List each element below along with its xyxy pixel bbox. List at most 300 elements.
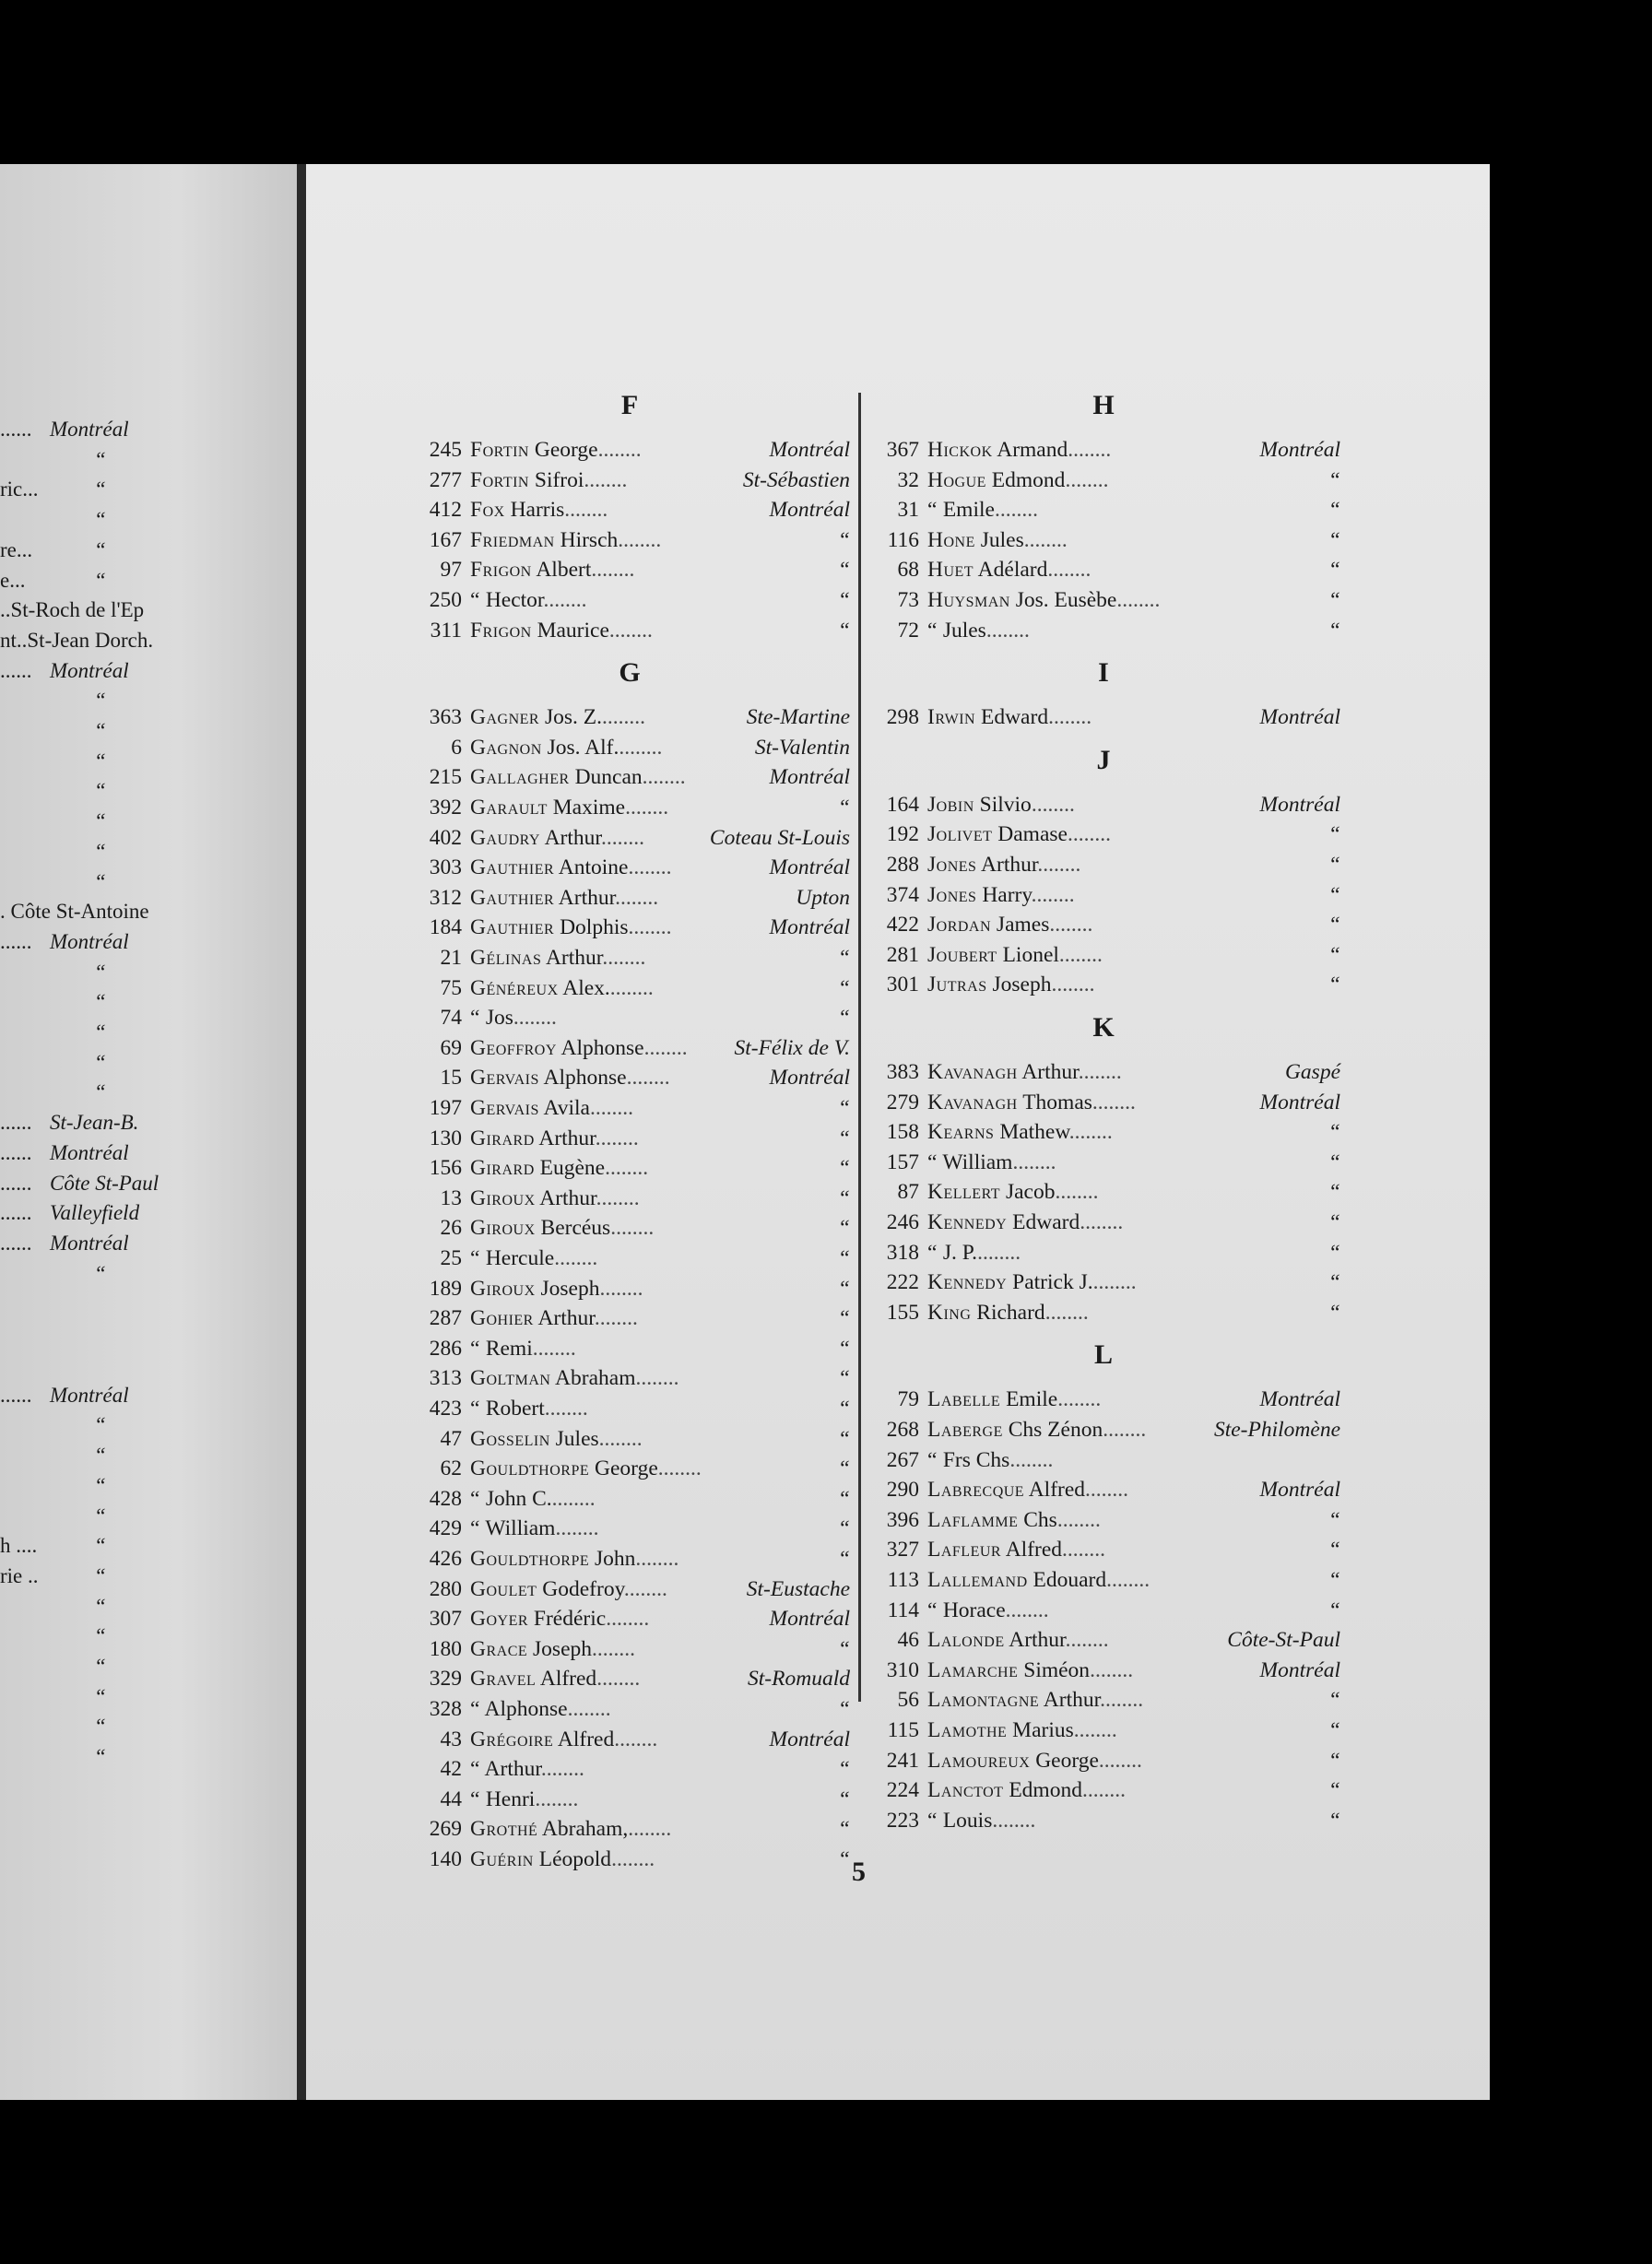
entry-surname: “ <box>927 618 938 643</box>
entry-name <box>470 883 658 913</box>
entry-number: 189 <box>429 1276 462 1301</box>
entry-name <box>470 1394 588 1423</box>
entry-number: 115 <box>887 1718 919 1742</box>
entry-place: “ <box>1328 853 1340 877</box>
leader-dots: ........ <box>1037 853 1081 877</box>
entry-given-name: Harry <box>982 882 1032 907</box>
directory-entry <box>409 1274 850 1303</box>
entry-name <box>470 823 644 853</box>
left-page-fragment <box>0 164 297 2100</box>
left-fragment-row <box>0 747 297 776</box>
entry-surname: Giroux <box>470 1216 536 1241</box>
entry-number: 396 <box>886 1507 919 1532</box>
entry-given-name: Arthur <box>538 1126 596 1150</box>
entry-surname: Jordan <box>927 913 992 937</box>
directory-entry <box>409 1754 850 1784</box>
entry-place: Coteau St-Louis <box>709 825 850 850</box>
entry-given-name: Edward <box>980 705 1049 730</box>
entry-surname: Gagner <box>470 705 540 730</box>
leader-dots: ........ <box>596 1667 641 1692</box>
entry-surname: “ <box>470 1516 480 1541</box>
leader-dots: ........ <box>619 735 663 760</box>
entry-number: 167 <box>429 527 462 552</box>
entry-place: “ <box>837 975 850 1000</box>
entry-name <box>927 1208 1123 1237</box>
left-fragment-text: nt..St-Jean Dorch. <box>0 628 154 652</box>
left-fragment-place: “ <box>94 839 106 863</box>
left-fragment-row <box>0 1169 297 1198</box>
entry-given-name: Jules <box>555 1426 599 1451</box>
entry-number: 250 <box>429 588 462 612</box>
directory-entry <box>867 1088 1340 1117</box>
entry-place: “ <box>837 1426 850 1451</box>
entry-surname: Laberge <box>927 1418 1003 1442</box>
entry-number: 328 <box>429 1697 462 1721</box>
leader-dots: ........ <box>602 705 645 730</box>
entry-surname: Huysman <box>927 588 1010 612</box>
entry-name <box>927 1656 1133 1685</box>
entry-given-name: Alphonse <box>543 1066 627 1091</box>
entry-place: St-Valentin <box>754 735 850 760</box>
directory-entry <box>409 1334 850 1363</box>
entry-surname: “ <box>927 1808 938 1833</box>
entry-place: “ <box>1328 1778 1340 1803</box>
entry-place: “ <box>837 1096 850 1120</box>
right-page <box>306 164 1490 2100</box>
entry-given-name: Arthur <box>537 1306 595 1331</box>
left-fragment-place: Montréal <box>50 1383 129 1407</box>
directory-entry <box>409 1153 850 1183</box>
entry-name <box>470 762 686 792</box>
entry-surname: “ <box>470 1757 480 1782</box>
entry-number: 113 <box>887 1568 919 1592</box>
entry-name <box>470 1153 648 1183</box>
left-fragment-text: h .... <box>0 1534 38 1558</box>
left-fragment-text: ...... <box>0 1201 32 1225</box>
directory-entry <box>409 1634 850 1664</box>
left-fragment-place: Montréal <box>50 418 129 441</box>
entry-place: Gaspé <box>1284 1060 1340 1084</box>
entry-surname: “ <box>927 1447 938 1472</box>
directory-entry <box>409 1424 850 1454</box>
entry-surname: King <box>927 1300 972 1325</box>
entry-place: Montréal <box>1259 1090 1340 1114</box>
entry-given-name: Louis <box>942 1808 993 1833</box>
left-fragment-place: “ <box>94 990 106 1014</box>
directory-entry <box>409 793 850 822</box>
entry-name <box>927 1746 1142 1775</box>
leader-dots: ........ <box>594 1306 638 1331</box>
directory-entry <box>867 1415 1340 1444</box>
leader-dots: ........ <box>1098 1748 1142 1773</box>
leader-dots: ........ <box>1056 1507 1101 1532</box>
entry-given-name: Jos <box>485 1006 513 1031</box>
entry-number: 192 <box>886 822 919 847</box>
leader-dots: ........ <box>1106 1568 1150 1592</box>
entry-surname: Grégoire <box>470 1727 554 1751</box>
left-fragment-text: ..St-Roch de l'Ep <box>0 598 145 622</box>
entry-name <box>927 616 1030 645</box>
entry-given-name: Patrick J. <box>1012 1270 1093 1295</box>
directory-entry <box>867 820 1340 849</box>
directory-entry <box>867 1656 1340 1685</box>
entry-surname: Gauthier <box>470 915 555 940</box>
entry-place: “ <box>1328 1688 1340 1713</box>
entry-surname: Kavanagh <box>927 1090 1018 1114</box>
entry-number: 374 <box>886 882 919 907</box>
entry-given-name: Siméon <box>1023 1657 1091 1682</box>
entry-given-name: Jules <box>980 527 1024 552</box>
entry-number: 426 <box>429 1547 462 1571</box>
entry-given-name: William <box>942 1150 1013 1174</box>
section-letter: H <box>1092 390 1115 420</box>
entry-number: 43 <box>440 1727 462 1751</box>
directory-entry <box>409 1574 850 1604</box>
entry-place: Montréal <box>769 1727 850 1751</box>
directory-entry <box>409 823 850 853</box>
entry-name <box>470 1754 584 1784</box>
entry-number: 75 <box>440 975 462 1000</box>
directory-entry <box>409 1093 850 1123</box>
entry-name <box>470 1454 702 1483</box>
entry-surname: Irwin <box>927 705 976 730</box>
left-fragment-place: “ <box>94 1050 106 1074</box>
entry-name <box>927 1238 1021 1268</box>
left-fragment-place: “ <box>94 779 106 803</box>
entry-name <box>470 853 672 882</box>
entry-given-name: Joseph <box>540 1276 600 1301</box>
entry-name <box>927 585 1160 615</box>
entry-given-name: Dolphis <box>560 915 629 940</box>
entry-place: St-Eustache <box>746 1576 850 1601</box>
entry-given-name: Marius <box>1012 1718 1074 1742</box>
directory-entry <box>409 555 850 584</box>
entry-number: 329 <box>429 1667 462 1692</box>
leader-dots: ........ <box>615 885 659 910</box>
entry-name <box>927 525 1068 555</box>
entry-place: “ <box>1328 973 1340 997</box>
entry-place: “ <box>1328 1748 1340 1773</box>
left-fragment-place: “ <box>94 719 106 742</box>
entry-given-name: Richard <box>976 1300 1045 1325</box>
entry-name <box>470 1093 633 1123</box>
entry-given-name: Thomas <box>1022 1090 1092 1114</box>
leader-dots: ........ <box>1090 1657 1134 1682</box>
entry-name <box>927 1775 1126 1805</box>
left-fragment-row <box>0 1742 297 1772</box>
left-fragment-place: “ <box>94 568 106 592</box>
leader-dots: ........ <box>1065 1628 1109 1653</box>
entry-given-name: Eugène <box>539 1156 606 1181</box>
entry-name <box>927 790 1075 820</box>
entry-place: “ <box>837 1336 850 1361</box>
entry-place: “ <box>1328 882 1340 907</box>
entry-surname: Lamoureux <box>927 1748 1031 1773</box>
leader-dots: ........ <box>1067 822 1111 847</box>
directory-entry <box>409 585 850 615</box>
entry-name <box>927 1716 1117 1745</box>
entry-given-name: Arthur <box>544 825 601 850</box>
left-fragment-text: ...... <box>0 1231 32 1255</box>
left-fragment-row <box>0 1410 297 1440</box>
entry-surname: Kavanagh <box>927 1060 1018 1084</box>
entry-place: Montréal <box>769 765 850 790</box>
directory-entry <box>867 1596 1340 1625</box>
entry-surname: Lalonde <box>927 1628 1005 1653</box>
entry-place: Montréal <box>1259 1657 1340 1682</box>
left-fragment-place: “ <box>94 1080 106 1104</box>
entry-given-name: Joseph <box>533 1636 593 1661</box>
entry-number: 25 <box>440 1246 462 1270</box>
entry-surname: Jutras <box>927 973 987 997</box>
entry-number: 277 <box>429 467 462 492</box>
left-fragment-place: “ <box>94 1624 106 1648</box>
entry-place: “ <box>1328 1538 1340 1562</box>
directory-entry <box>409 1124 850 1153</box>
entry-place: “ <box>837 588 850 612</box>
entry-name <box>470 1063 670 1092</box>
leader-dots: ........ <box>540 1757 584 1782</box>
entry-number: 402 <box>429 825 462 850</box>
entry-place: “ <box>837 1246 850 1270</box>
directory-entry <box>867 1208 1340 1237</box>
entry-surname: Kennedy <box>927 1270 1008 1295</box>
entry-surname: “ <box>470 588 480 612</box>
leader-dots: ........ <box>994 498 1038 523</box>
leader-dots: ........ <box>1092 1090 1136 1114</box>
entry-surname: Guérin <box>470 1847 534 1871</box>
entry-name <box>927 940 1103 970</box>
leader-dots: ........ <box>1116 588 1161 612</box>
entry-name <box>470 702 645 732</box>
entry-surname: Giroux <box>470 1276 536 1301</box>
left-fragment-row <box>0 1108 297 1138</box>
directory-entry <box>409 973 850 1003</box>
entry-name <box>470 1664 640 1693</box>
entry-number: 312 <box>429 885 462 910</box>
leader-dots: ........ <box>589 1096 633 1120</box>
directory-entry <box>867 702 1340 732</box>
directory-entry <box>409 1814 850 1844</box>
entry-number: 303 <box>429 855 462 880</box>
entry-name <box>470 943 645 973</box>
entry-surname: Gélinas <box>470 946 542 970</box>
left-fragment-row <box>0 445 297 475</box>
directory-entry <box>409 943 850 973</box>
entry-given-name: Avila <box>543 1096 590 1120</box>
directory-entry <box>867 880 1340 910</box>
entry-name <box>927 466 1108 495</box>
entry-given-name: Remi <box>485 1336 533 1361</box>
entry-place: “ <box>1328 822 1340 847</box>
entry-number: 268 <box>886 1418 919 1442</box>
entry-name <box>470 1334 576 1363</box>
entry-number: 157 <box>886 1150 919 1174</box>
entry-place: “ <box>837 1486 850 1511</box>
entry-surname: “ <box>927 1150 938 1174</box>
left-fragment-text: ...... <box>0 1171 32 1195</box>
entry-surname: Gosselin <box>470 1426 550 1451</box>
entry-name <box>927 1806 1035 1835</box>
section-letter: J <box>1096 744 1111 775</box>
entry-name <box>470 495 608 525</box>
entry-given-name: Duncan <box>574 765 643 790</box>
directory-entry <box>409 1454 850 1483</box>
leader-dots: ........ <box>643 1035 688 1060</box>
leader-dots: ........ <box>1085 1478 1129 1503</box>
entry-number: 184 <box>429 915 462 940</box>
left-fragment-row <box>0 1320 297 1350</box>
entry-name <box>927 1148 1056 1177</box>
leader-dots: ........ <box>1055 1180 1099 1205</box>
entry-surname: Jolivet <box>927 822 993 847</box>
entry-given-name: Arthur <box>539 1185 596 1210</box>
directory-entry <box>867 1268 1340 1297</box>
directory-entry <box>867 970 1340 999</box>
directory-entry <box>409 1484 850 1514</box>
entry-given-name: Jacob <box>1005 1180 1056 1205</box>
leader-dots: ........ <box>513 1006 557 1031</box>
entry-name <box>470 1003 557 1032</box>
entry-given-name: Adélard <box>977 558 1048 583</box>
directory-entry <box>867 1775 1340 1805</box>
entry-number: 13 <box>440 1185 462 1210</box>
entry-number: 422 <box>886 913 919 937</box>
leader-dots: ........ <box>592 1636 636 1661</box>
left-fragment-place: “ <box>94 447 106 471</box>
entry-place: Montréal <box>1259 438 1340 462</box>
entry-given-name: Antoine <box>558 855 629 880</box>
leader-dots: ........ <box>1073 1718 1117 1742</box>
directory-entry <box>867 435 1340 465</box>
directory-entry <box>409 762 850 792</box>
entry-given-name: Silvio <box>979 792 1032 817</box>
entry-surname: Fortin <box>470 438 529 462</box>
entry-number: 367 <box>886 438 919 462</box>
entry-given-name: James <box>996 913 1050 937</box>
left-fragment-place: “ <box>94 689 106 713</box>
entry-surname: Gervais <box>470 1066 539 1091</box>
entry-place: “ <box>1328 1240 1340 1265</box>
leader-dots: ........ <box>614 1727 658 1751</box>
entry-surname: Grothé <box>470 1817 538 1842</box>
entry-place: “ <box>1328 1568 1340 1592</box>
entry-number: 246 <box>886 1210 919 1234</box>
entry-given-name: Hector <box>485 588 544 612</box>
entry-place: “ <box>837 1397 850 1421</box>
directory-entry <box>409 1785 850 1814</box>
entry-number: 21 <box>440 946 462 970</box>
directory-entry <box>409 702 850 732</box>
section-letter: G <box>619 657 641 689</box>
entry-number: 281 <box>886 942 919 967</box>
left-fragment-row <box>0 1259 297 1289</box>
entry-name <box>927 702 1092 732</box>
entry-number: 313 <box>429 1366 462 1391</box>
entry-given-name: Emile <box>1006 1387 1058 1412</box>
entry-number: 26 <box>440 1216 462 1241</box>
entry-given-name: Edward <box>1012 1210 1080 1234</box>
entry-place: “ <box>837 946 850 970</box>
directory-entry <box>867 1716 1340 1745</box>
entry-place: “ <box>837 1456 850 1481</box>
directory-entry <box>867 790 1340 820</box>
entry-name <box>927 1177 1098 1207</box>
leader-dots: ........ <box>602 946 646 970</box>
entry-surname: Garault <box>470 796 548 820</box>
entry-name <box>470 585 586 615</box>
entry-surname: Jones <box>927 853 977 877</box>
entry-given-name: Chs Zénon <box>1008 1418 1103 1442</box>
entry-place: Montréal <box>1259 705 1340 730</box>
entry-given-name: Bercéus <box>540 1216 611 1241</box>
entry-place: Côte-St-Paul <box>1227 1628 1340 1653</box>
leader-dots: ........ <box>628 915 672 940</box>
entry-given-name: Abraham, <box>541 1817 629 1842</box>
entry-given-name: Albert <box>536 558 592 583</box>
leader-dots: ........ <box>1051 973 1095 997</box>
directory-entry <box>409 1845 850 1874</box>
entry-name <box>927 1505 1101 1535</box>
leader-dots: ........ <box>595 1126 639 1150</box>
entry-given-name: Alfred <box>1005 1538 1063 1562</box>
left-fragment-row <box>0 1198 297 1228</box>
left-fragment-row <box>0 505 297 535</box>
entry-place: “ <box>837 527 850 552</box>
entry-number: 318 <box>886 1240 919 1265</box>
entry-place: “ <box>1328 588 1340 612</box>
entry-place: “ <box>1328 1180 1340 1205</box>
entry-name <box>470 1814 671 1844</box>
left-fragment-row <box>0 1471 297 1501</box>
left-fragment-row <box>0 1502 297 1531</box>
directory-entry <box>409 1303 850 1333</box>
left-fragment-place: “ <box>94 1534 106 1558</box>
left-fragment-row <box>0 927 297 957</box>
entry-place: “ <box>1328 498 1340 523</box>
entry-given-name: Hercule <box>485 1246 555 1270</box>
leader-dots: ........ <box>618 527 662 552</box>
left-fragment-row <box>0 1652 297 1681</box>
entry-number: 6 <box>451 735 462 760</box>
directory-entry <box>867 1445 1340 1475</box>
left-fragment-row <box>0 1350 297 1380</box>
entry-number: 79 <box>897 1387 919 1412</box>
left-fragment-row <box>0 1592 297 1621</box>
left-fragment-place: Montréal <box>50 1231 129 1255</box>
left-fragment-text: ...... <box>0 658 32 682</box>
left-fragment-place: “ <box>94 1745 106 1769</box>
entry-place: St-Félix de V. <box>734 1035 850 1060</box>
entry-given-name: Arthur <box>1043 1688 1101 1713</box>
entry-number: 15 <box>440 1066 462 1091</box>
directory-entry <box>409 1244 850 1273</box>
entry-surname: Kennedy <box>927 1210 1008 1234</box>
entry-name <box>927 910 1092 939</box>
entry-place: Montréal <box>769 1607 850 1632</box>
entry-number: 327 <box>886 1538 919 1562</box>
left-fragment-place: “ <box>94 1413 106 1437</box>
left-fragment-row <box>0 716 297 746</box>
leader-dots: ........ <box>554 1246 598 1270</box>
leader-dots: ........ <box>532 1336 576 1361</box>
entry-number: 363 <box>429 705 462 730</box>
entry-name <box>470 525 661 555</box>
left-fragment-place: “ <box>94 1473 106 1497</box>
directory-entry <box>409 1694 850 1724</box>
leader-dots: ........ <box>628 855 672 880</box>
entry-surname: Labrecque <box>927 1478 1025 1503</box>
